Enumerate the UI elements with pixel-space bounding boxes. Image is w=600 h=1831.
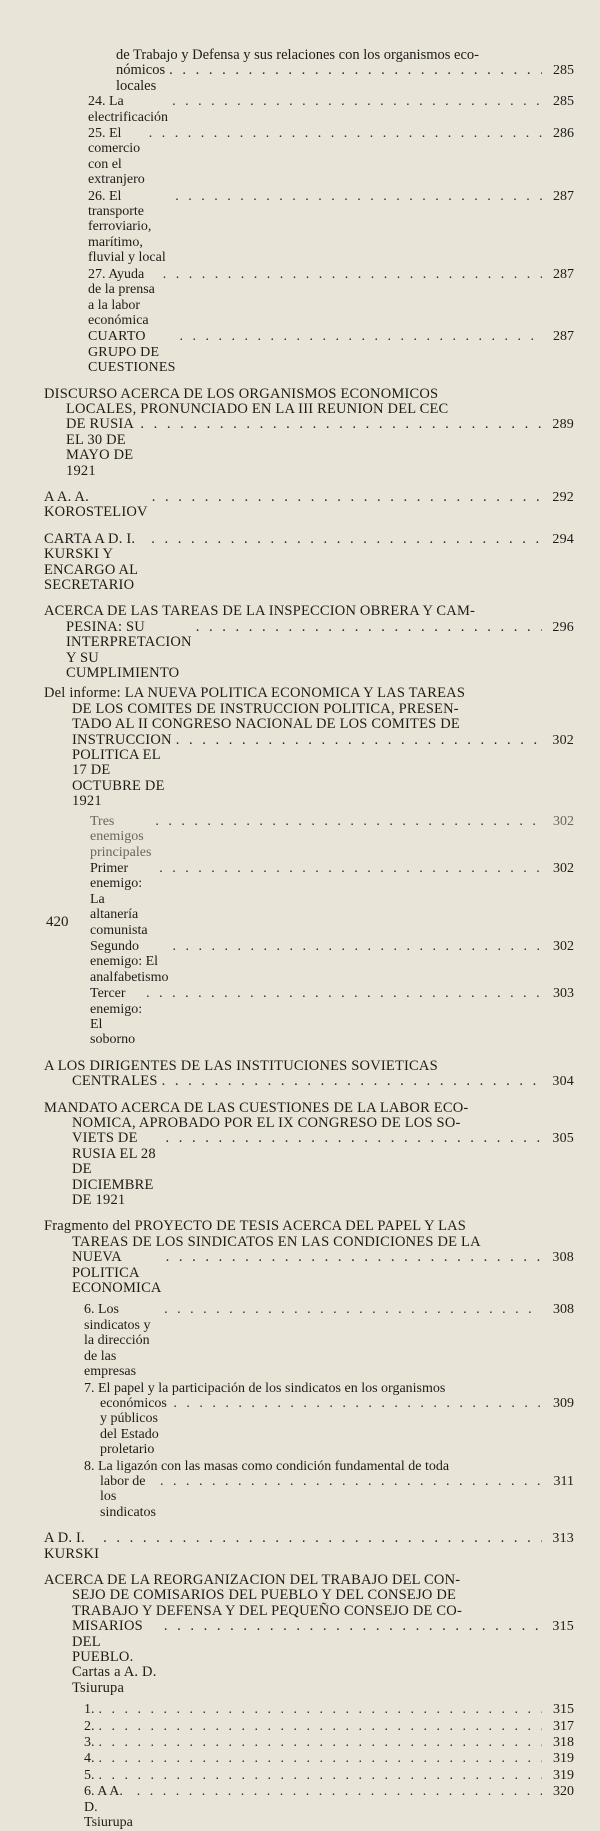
toc-subitem xyxy=(84,1751,574,1766)
entry-text-line: CARTA A D. I. KURSKI Y ENCARGO AL SECRETARIO xyxy=(44,531,138,593)
page-number: 308 xyxy=(552,1250,574,1266)
subitem-list xyxy=(44,814,574,1048)
entry-text-line: NOMICA, APROBADO POR EL IX CONGRESO DE LOS SO- xyxy=(72,1115,461,1131)
page-number: 311 xyxy=(553,1473,574,1489)
subitem-text: 8. La ligazón con las masas como condición fundamental de toda xyxy=(84,1458,450,1474)
subitem-text: 5. xyxy=(84,1767,95,1783)
page-number: 317 xyxy=(553,1718,574,1734)
toc-entry-korosteliov xyxy=(44,490,574,521)
dot-leader xyxy=(166,1250,542,1265)
dot-leader xyxy=(172,94,542,109)
entry-text-line: VIETS DE RUSIA EL 28 DE DICIEMBRE DE 1921 xyxy=(72,1131,156,1209)
subitem-text: Primer enemigo: La altanería comunista xyxy=(90,860,148,938)
page-number: 292 xyxy=(552,489,574,505)
page-number: 315 xyxy=(552,1619,574,1635)
page-number: 289 xyxy=(552,417,574,433)
dot-leader xyxy=(162,1074,542,1089)
dot-leader xyxy=(103,1531,542,1546)
toc-subitem xyxy=(90,814,574,860)
page-number: 308 xyxy=(553,1302,574,1318)
toc-entry-reorganizacion xyxy=(44,1573,574,1696)
entry-text-line: INSTRUCCION POLITICA EL 17 DE OCTUBRE DE 1921 xyxy=(72,732,172,810)
toc-subitem xyxy=(90,986,574,1048)
dot-leader xyxy=(169,63,542,78)
dot-leader xyxy=(99,1768,543,1783)
dot-leader xyxy=(99,1702,543,1717)
subitem-text: 3. xyxy=(84,1735,95,1751)
entry-text-line: A A. A. KOROSTELIOV xyxy=(44,489,148,521)
page-folio-number: 420 xyxy=(46,914,69,930)
entry-text-line: MISARIOS DEL PUEBLO. Cartas a A. D. Tsiurupa xyxy=(72,1619,157,1696)
subitem-list xyxy=(44,1302,574,1520)
dot-leader xyxy=(159,861,542,876)
page-number: 305 xyxy=(552,1131,574,1147)
subitem-text: 6. A A. D. Tsiurupa xyxy=(84,1784,133,1831)
subitem-text: 6. Los sindicatos y la dirección de las empresas xyxy=(84,1302,151,1380)
toc-entry-fragmento xyxy=(44,1219,574,1296)
entry-text-line: Fragmento del PROYECTO DE TESIS ACERCA DEL PAPEL Y LAS xyxy=(44,1218,467,1235)
entry-text-line: A LOS DIRIGENTES DE LAS INSTITUCIONES SOVIETICAS xyxy=(44,1057,438,1074)
toc-subitem xyxy=(84,1784,574,1830)
dot-leader xyxy=(164,1302,542,1317)
entry-text-line: Del informe: LA NUEVA POLITICA ECONOMICA Y LAS TAREAS xyxy=(44,685,466,702)
subitem-text: 27. Ayuda de la prensa a la labor económica xyxy=(88,266,155,328)
toc-entry-kurski xyxy=(44,1531,574,1562)
subitem-text: Segundo enemigo: El analfabetismo xyxy=(90,938,169,985)
dot-leader xyxy=(99,1735,543,1750)
page-number: 320 xyxy=(553,1784,574,1800)
page-number: 302 xyxy=(553,813,574,829)
page-number: 287 xyxy=(553,266,574,282)
toc-subitem xyxy=(84,1719,574,1734)
subitem-text: CUARTO GRUPO DE CUESTIONES xyxy=(88,329,176,376)
dot-leader xyxy=(155,814,542,829)
subitem-text: Tercer enemigo: El soborno xyxy=(90,986,143,1048)
toc-entry-organismos-locales xyxy=(44,48,574,94)
page-number: 287 xyxy=(553,329,574,345)
subitem-text: 2. xyxy=(84,1718,95,1734)
entry-text-line: SEJO DE COMISARIOS DEL PUEBLO Y DEL CONSEJO DE xyxy=(72,1587,457,1604)
toc-subitem xyxy=(84,1702,574,1717)
entry-text-line: de Trabajo y Defensa y sus relaciones con los organismos eco- xyxy=(116,47,479,63)
page-number: 318 xyxy=(553,1735,574,1751)
entry-text-line: ACERCA DE LA REORGANIZACION DEL TRABAJO DEL CON- xyxy=(44,1571,461,1588)
toc-subitem xyxy=(90,939,574,985)
toc-subitem xyxy=(84,1768,574,1783)
subitem-text: 4. xyxy=(84,1751,95,1767)
page-number: 296 xyxy=(552,619,574,635)
subitem-text: económicos y públicos del Estado proletario xyxy=(100,1395,167,1458)
entry-text-line: TRABAJO Y DEFENSA Y DEL PEQUEÑO CONSEJO DE CO- xyxy=(72,1602,462,1619)
toc-entry-discurso xyxy=(44,387,574,479)
dot-leader xyxy=(146,986,542,1001)
toc-entry-informe xyxy=(44,686,574,809)
dot-leader xyxy=(163,267,542,282)
toc-subitem xyxy=(88,94,574,125)
dot-leader xyxy=(99,1719,543,1734)
entry-text-line: PESINA: SU INTERPRETACION Y SU CUMPLIMIENTO xyxy=(66,619,192,682)
toc-subitem xyxy=(90,861,574,938)
dot-leader xyxy=(173,939,542,954)
entry-text-line: LOCALES, PRONUNCIADO EN LA III REUNION DEL CEC xyxy=(66,400,449,417)
entry-text-line: TAREAS DE LOS SINDICATOS EN LAS CONDICIONES DE LA xyxy=(72,1233,481,1250)
dot-leader xyxy=(140,417,542,432)
page-number: 287 xyxy=(553,188,574,204)
entry-text-line: ACERCA DE LAS TAREAS DE LA INSPECCION OBRERA Y CAM- xyxy=(44,603,476,620)
page-number: 302 xyxy=(552,732,574,748)
subitem-list xyxy=(44,1702,574,1830)
entry-text-line: DISCURSO ACERCA DE LOS ORGANISMOS ECONOMICOS xyxy=(44,385,439,402)
page-number: 285 xyxy=(553,63,574,79)
page-number: 294 xyxy=(552,531,574,547)
subitem-text: 7. El papel y la participación de los sindicatos en los organismos xyxy=(84,1380,446,1396)
dot-leader xyxy=(180,329,542,344)
subitem-text: 26. El transporte ferroviario, marítimo, fluvial y local xyxy=(88,188,166,266)
entry-text-line: NUEVA POLITICA ECONOMICA xyxy=(72,1250,162,1297)
entry-text-line: DE LOS COMITES DE INSTRUCCION POLITICA, PRESEN- xyxy=(72,700,459,717)
dot-leader xyxy=(173,1396,542,1411)
dot-leader xyxy=(152,490,542,505)
entry-text-line: CENTRALES xyxy=(72,1074,158,1090)
dot-leader xyxy=(151,532,542,547)
subitem-text: 1. xyxy=(84,1702,95,1718)
page-number: 304 xyxy=(552,1074,574,1090)
toc-subitem xyxy=(88,189,574,266)
toc-entry-carta-kurski xyxy=(44,532,574,594)
page-number: 319 xyxy=(553,1751,574,1767)
toc-entry-inspeccion xyxy=(44,604,574,681)
toc-subitem xyxy=(88,126,574,188)
dot-leader xyxy=(176,733,542,748)
entry-text-line: MANDATO ACERCA DE LAS CUESTIONES DE LA LABOR ECO- xyxy=(44,1099,469,1116)
page-number: 309 xyxy=(553,1395,574,1411)
dot-leader xyxy=(149,126,542,141)
table-of-contents xyxy=(44,48,574,1831)
toc-entry-mandato xyxy=(44,1101,574,1209)
subitem-text: 25. El comercio con el extranjero xyxy=(88,126,145,188)
page-number: 302 xyxy=(553,938,574,954)
dot-leader xyxy=(137,1784,542,1799)
toc-subitem xyxy=(84,1302,574,1379)
toc-subitem xyxy=(84,1459,574,1521)
toc-subitem xyxy=(88,267,574,329)
page-number: 303 xyxy=(553,986,574,1002)
dot-leader xyxy=(175,189,542,204)
subitem-list xyxy=(44,94,574,375)
dot-leader xyxy=(196,620,542,635)
page-number: 302 xyxy=(553,860,574,876)
entry-text-line: DE RUSIA EL 30 DE MAYO DE 1921 xyxy=(66,417,134,479)
entry-text-line: A D. I. KURSKI xyxy=(44,1531,100,1562)
subitem-text: Tres enemigos principales xyxy=(90,813,152,860)
page-number: 313 xyxy=(552,1531,574,1547)
toc-entry-dirigentes xyxy=(44,1059,574,1090)
page-number: 286 xyxy=(553,126,574,142)
subitem-text: labor de los sindicatos xyxy=(100,1473,156,1520)
dot-leader xyxy=(165,1131,542,1146)
page-number: 315 xyxy=(553,1702,574,1718)
toc-subitem xyxy=(84,1381,574,1458)
entry-text-line: TADO AL II CONGRESO NACIONAL DE LOS COMITES DE xyxy=(72,716,460,733)
toc-subitem xyxy=(88,329,574,375)
toc-subitem xyxy=(84,1735,574,1750)
dot-leader xyxy=(164,1619,542,1634)
subitem-text: 24. La electrificación xyxy=(88,94,169,125)
entry-text-line: nómicos locales xyxy=(116,63,166,94)
page-number: 285 xyxy=(553,94,574,110)
dot-leader xyxy=(99,1751,543,1766)
page-number: 319 xyxy=(553,1767,574,1783)
dot-leader xyxy=(160,1474,542,1489)
